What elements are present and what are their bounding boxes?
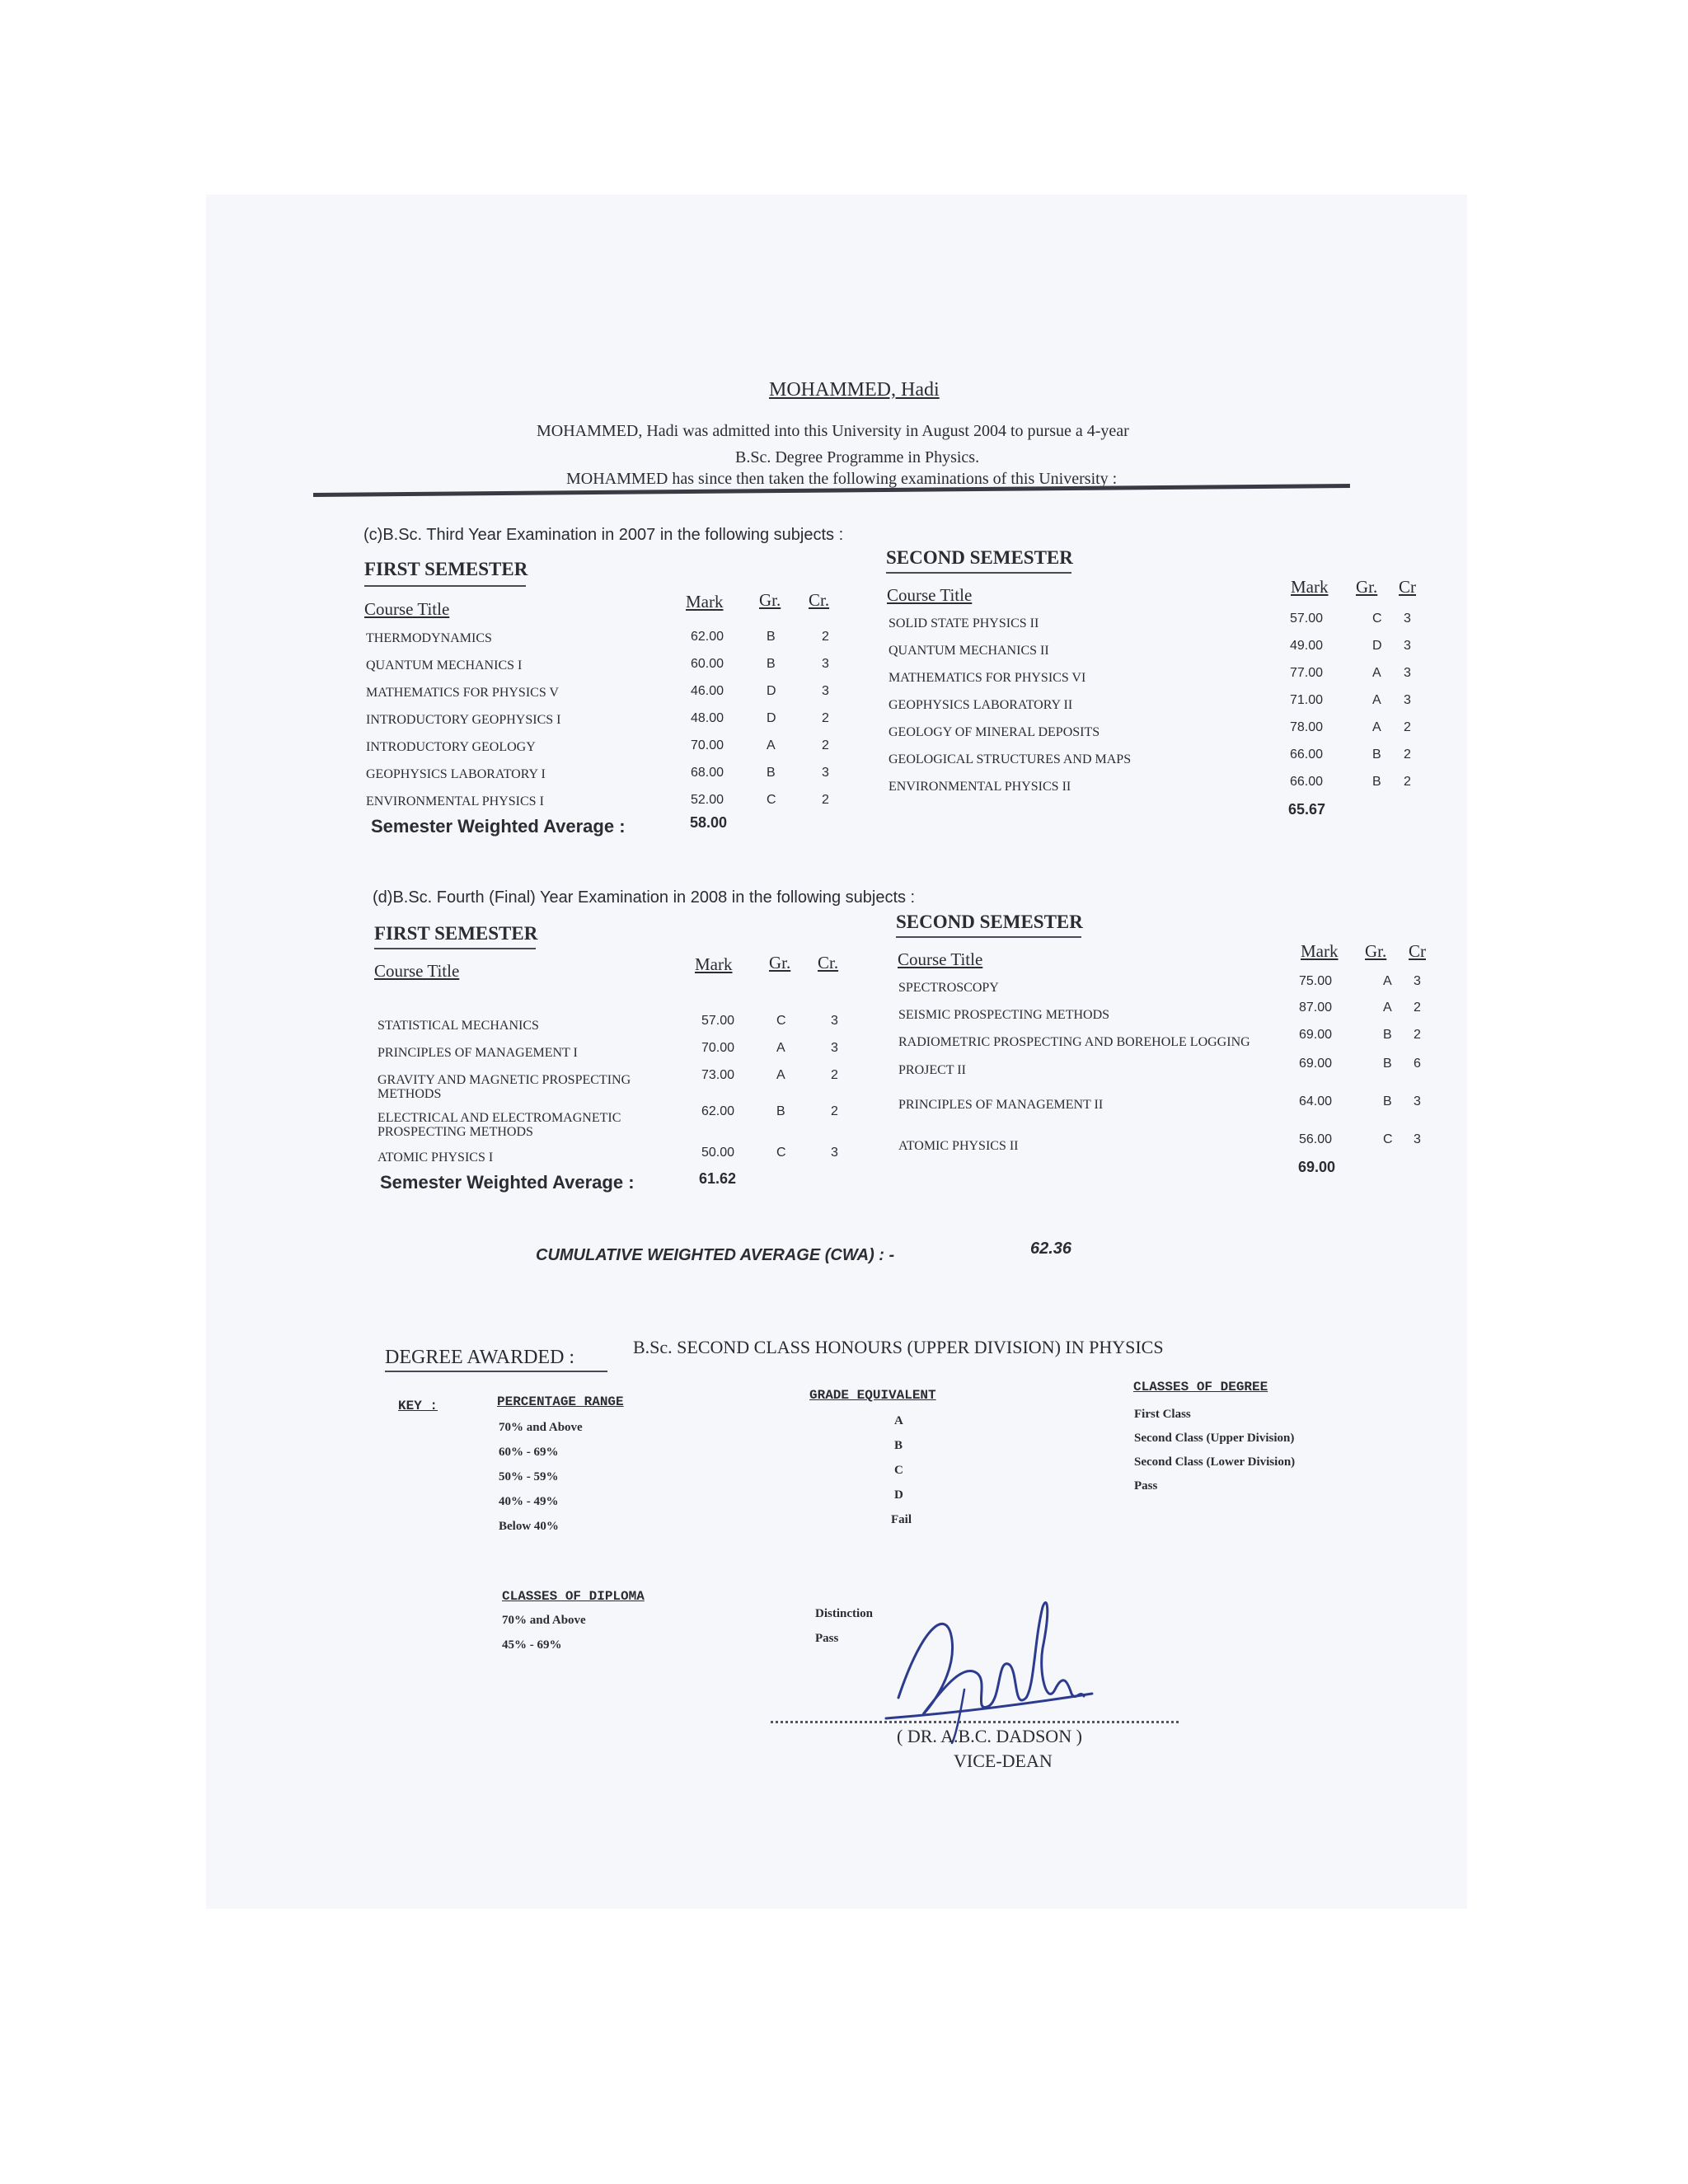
course-title-cell: GEOLOGICAL STRUCTURES AND MAPS <box>889 752 1132 766</box>
third-second-avg-value: 65.67 <box>1288 801 1326 818</box>
grade-cell: C <box>776 1014 786 1028</box>
course-title-cell: ATOMIC PHYSICS II <box>898 1139 1019 1153</box>
grade-cell: C <box>1383 1132 1393 1146</box>
credit-cell: 3 <box>1414 1132 1421 1146</box>
course-title-cell: QUANTUM MECHANICS I <box>366 658 523 673</box>
grade-cell: B <box>1383 1028 1392 1042</box>
credit-cell: 2 <box>831 1104 838 1118</box>
credit-cell: 3 <box>831 1146 838 1160</box>
mark-cell: 50.00 <box>701 1146 735 1160</box>
course-title-cell: THERMODYNAMICS <box>366 631 492 645</box>
credit-cell: 3 <box>822 657 829 671</box>
course-title-cell: PRINCIPLES OF MANAGEMENT I <box>377 1046 578 1060</box>
course-title-cell: SPECTROSCOPY <box>898 981 999 995</box>
course-title-cell: STATISTICAL MECHANICS <box>377 1019 539 1033</box>
mark-cell: 48.00 <box>691 711 724 725</box>
course-title-cell: MATHEMATICS FOR PHYSICS VI <box>889 671 1086 685</box>
mark-cell: 73.00 <box>701 1068 735 1082</box>
credit-cell: 2 <box>1414 1001 1421 1015</box>
mark-cell: 69.00 <box>1299 1028 1333 1042</box>
mark-cell: 77.00 <box>1290 666 1324 680</box>
mark-cell: 66.00 <box>1290 748 1324 762</box>
col-mark: Mark <box>1291 577 1329 597</box>
mark-cell: 57.00 <box>1290 612 1324 626</box>
divider <box>886 572 1071 574</box>
percentage-range-item: 40% - 49% <box>499 1495 559 1508</box>
course-title-cell: GEOPHYSICS LABORATORY II <box>889 698 1073 712</box>
grade-cell: B <box>767 657 776 671</box>
mark-cell: 70.00 <box>691 738 724 752</box>
course-title-cell: INTRODUCTORY GEOLOGY <box>366 740 536 754</box>
course-title-cell: INTRODUCTORY GEOPHYSICS I <box>366 713 561 727</box>
diploma-class-item: Distinction <box>815 1607 874 1620</box>
intro-line-3: MOHAMMED has since then taken the following examinations of this University : <box>566 470 1118 488</box>
grade-cell: B <box>1383 1057 1392 1071</box>
grade-cell: A <box>776 1041 785 1055</box>
student-name-heading: MOHAMMED, Hadi <box>769 379 940 401</box>
course-title-cell: PROJECT II <box>898 1063 966 1077</box>
col-course-title: Course Title <box>364 599 450 619</box>
signature-image <box>874 1591 1104 1747</box>
course-title-cell: ATOMIC PHYSICS I <box>377 1151 494 1165</box>
grade-cell: B <box>1372 748 1381 762</box>
col-credit: Cr. <box>809 590 830 610</box>
mark-cell: 62.00 <box>701 1104 735 1118</box>
credit-cell: 2 <box>1404 720 1411 734</box>
diploma-class-item: Pass <box>815 1632 839 1645</box>
credit-cell: 2 <box>831 1068 838 1082</box>
third-first-avg-value: 58.00 <box>690 814 728 831</box>
degree-class-item: Pass <box>1134 1479 1158 1493</box>
percentage-range-item: 60% - 69% <box>499 1446 559 1459</box>
grade-cell: B <box>776 1104 785 1118</box>
grade-cell: B <box>767 766 776 780</box>
divider <box>385 1371 607 1372</box>
cwa-value: 62.36 <box>1030 1240 1072 1258</box>
mark-cell: 71.00 <box>1290 693 1324 707</box>
course-title-cell: ENVIRONMENTAL PHYSICS II <box>889 780 1071 794</box>
degree-class-item: Second Class (Lower Division) <box>1134 1455 1296 1469</box>
third-first-avg-label: Semester Weighted Average : <box>371 816 626 837</box>
mark-cell: 46.00 <box>691 684 724 698</box>
col-mark: Mark <box>686 592 724 612</box>
mark-cell: 66.00 <box>1290 775 1324 789</box>
grade-cell: A <box>1372 720 1381 734</box>
signatory-title: VICE-DEAN <box>954 1750 1053 1771</box>
percentage-range-header: PERCENTAGE RANGE <box>497 1394 624 1409</box>
grade-cell: B <box>767 630 776 644</box>
grade-cell: A <box>767 738 776 752</box>
mark-cell: 49.00 <box>1290 639 1324 653</box>
course-title-cell: RADIOMETRIC PROSPECTING AND BOREHOLE LOGGING <box>898 1035 1250 1049</box>
grade-cell: D <box>767 711 776 725</box>
grade-equivalent-item: B <box>894 1439 903 1452</box>
mark-cell: 52.00 <box>691 793 724 807</box>
grade-cell: C <box>767 793 776 807</box>
mark-cell: 87.00 <box>1299 1001 1333 1015</box>
cwa-label: CUMULATIVE WEIGHTED AVERAGE (CWA) : - <box>536 1246 895 1264</box>
mark-cell: 56.00 <box>1299 1132 1333 1146</box>
signature-line <box>771 1721 1179 1723</box>
col-course-title: Course Title <box>887 585 973 605</box>
course-title-cell: SOLID STATE PHYSICS II <box>889 616 1039 630</box>
grade-equivalent-header: GRADE EQUIVALENT <box>809 1388 936 1403</box>
credit-cell: 3 <box>1404 693 1411 707</box>
mark-cell: 75.00 <box>1299 974 1333 988</box>
third-first-semester-title: FIRST SEMESTER <box>364 559 528 579</box>
course-title-cell: SEISMIC PROSPECTING METHODS <box>898 1008 1110 1022</box>
percentage-range-item: Below 40% <box>499 1520 559 1533</box>
col-grade: Gr. <box>1356 577 1378 597</box>
grade-cell: A <box>1383 1001 1392 1015</box>
course-title-cell: ENVIRONMENTAL PHYSICS I <box>366 794 544 808</box>
mark-cell: 64.00 <box>1299 1094 1333 1108</box>
course-title-cell: QUANTUM MECHANICS II <box>889 644 1049 658</box>
mark-cell: 69.00 <box>1299 1057 1333 1071</box>
divider <box>364 585 526 587</box>
credit-cell: 3 <box>1404 666 1411 680</box>
course-title-cell: GEOLOGY OF MINERAL DEPOSITS <box>889 725 1100 739</box>
third-year-heading: (c)B.Sc. Third Year Examination in 2007 in the following subjects : <box>363 526 844 544</box>
fourth-first-avg-label: Semester Weighted Average : <box>380 1172 635 1193</box>
credit-cell: 3 <box>831 1014 838 1028</box>
key-label: KEY : <box>398 1399 438 1413</box>
mark-cell: 68.00 <box>691 766 724 780</box>
grade-cell: B <box>1372 775 1381 789</box>
col-mark: Mark <box>695 954 733 974</box>
course-title-cell: GRAVITY AND MAGNETIC PROSPECTING METHODS <box>377 1073 631 1101</box>
third-second-semester-title: SECOND SEMESTER <box>886 547 1073 568</box>
percentage-range-item: 70% and Above <box>499 1421 583 1434</box>
classes-of-diploma-header: CLASSES OF DIPLOMA <box>502 1589 645 1604</box>
grade-cell: B <box>1383 1094 1392 1108</box>
credit-cell: 3 <box>1414 1094 1421 1108</box>
col-credit: Cr <box>1399 577 1416 597</box>
mark-cell: 60.00 <box>691 657 724 671</box>
credit-cell: 3 <box>1414 974 1421 988</box>
fourth-year-heading: (d)B.Sc. Fourth (Final) Year Examination in 2008 in the following subjects : <box>373 888 916 907</box>
credit-cell: 2 <box>822 738 829 752</box>
grade-equivalent-item: C <box>894 1464 903 1477</box>
col-course-title: Course Title <box>374 961 460 981</box>
mark-cell: 70.00 <box>701 1041 735 1055</box>
credit-cell: 3 <box>1404 639 1411 653</box>
credit-cell: 2 <box>1414 1028 1421 1042</box>
credit-cell: 2 <box>822 630 829 644</box>
divider <box>896 936 1081 938</box>
col-course-title: Course Title <box>898 949 983 969</box>
col-grade: Gr. <box>1365 941 1387 961</box>
grade-cell: A <box>1383 974 1392 988</box>
grade-cell: A <box>776 1068 785 1082</box>
grade-equivalent-item: A <box>894 1414 903 1427</box>
credit-cell: 3 <box>822 766 829 780</box>
credit-cell: 3 <box>1404 612 1411 626</box>
intro-line-2: B.Sc. Degree Programme in Physics. <box>735 448 980 466</box>
col-grade: Gr. <box>759 590 781 610</box>
mark-cell: 62.00 <box>691 630 724 644</box>
fourth-first-avg-value: 61.62 <box>699 1170 737 1187</box>
credit-cell: 2 <box>822 793 829 807</box>
diploma-range-item: 70% and Above <box>502 1614 586 1627</box>
grade-equivalent-item: D <box>894 1488 903 1502</box>
credit-cell: 2 <box>822 711 829 725</box>
course-title-cell: MATHEMATICS FOR PHYSICS V <box>366 686 559 700</box>
mark-cell: 78.00 <box>1290 720 1324 734</box>
degree-class-item: First Class <box>1134 1408 1191 1421</box>
divider <box>374 948 536 949</box>
course-title-cell: GEOPHYSICS LABORATORY I <box>366 767 546 781</box>
grade-cell: C <box>1372 612 1382 626</box>
grade-cell: D <box>1372 639 1382 653</box>
course-title-cell: PRINCIPLES OF MANAGEMENT II <box>898 1098 1104 1112</box>
fourth-first-semester-title: FIRST SEMESTER <box>374 923 538 944</box>
grade-cell: D <box>767 684 776 698</box>
percentage-range-item: 50% - 59% <box>499 1470 559 1483</box>
credit-cell: 2 <box>1404 748 1411 762</box>
credit-cell: 3 <box>831 1041 838 1055</box>
diploma-range-item: 45% - 69% <box>502 1638 562 1652</box>
credit-cell: 2 <box>1404 775 1411 789</box>
course-title-cell: ELECTRICAL AND ELECTROMAGNETIC PROSPECTING METHODS <box>377 1111 621 1139</box>
credit-cell: 6 <box>1414 1057 1421 1071</box>
grade-cell: C <box>776 1146 786 1160</box>
classes-of-degree-header: CLASSES OF DEGREE <box>1133 1380 1268 1394</box>
fourth-second-avg-value: 69.00 <box>1298 1159 1336 1175</box>
grade-cell: A <box>1372 693 1381 707</box>
signatory-name: ( DR. A.B.C. DADSON ) <box>897 1726 1082 1746</box>
degree-class-item: Second Class (Upper Division) <box>1134 1432 1295 1445</box>
col-mark: Mark <box>1301 941 1339 961</box>
col-credit: Cr <box>1409 941 1426 961</box>
mark-cell: 57.00 <box>701 1014 735 1028</box>
col-credit: Cr. <box>818 953 839 972</box>
degree-awarded-value: B.Sc. SECOND CLASS HONOURS (UPPER DIVISION) IN PHYSICS <box>633 1337 1164 1357</box>
intro-line-1: MOHAMMED, Hadi was admitted into this University in August 2004 to pursue a 4-year <box>537 422 1129 440</box>
grade-cell: A <box>1372 666 1381 680</box>
fourth-second-semester-title: SECOND SEMESTER <box>896 912 1083 932</box>
col-grade: Gr. <box>769 953 791 972</box>
degree-awarded-label: DEGREE AWARDED : <box>385 1347 575 1368</box>
grade-equivalent-item: Fail <box>891 1513 912 1526</box>
credit-cell: 3 <box>822 684 829 698</box>
